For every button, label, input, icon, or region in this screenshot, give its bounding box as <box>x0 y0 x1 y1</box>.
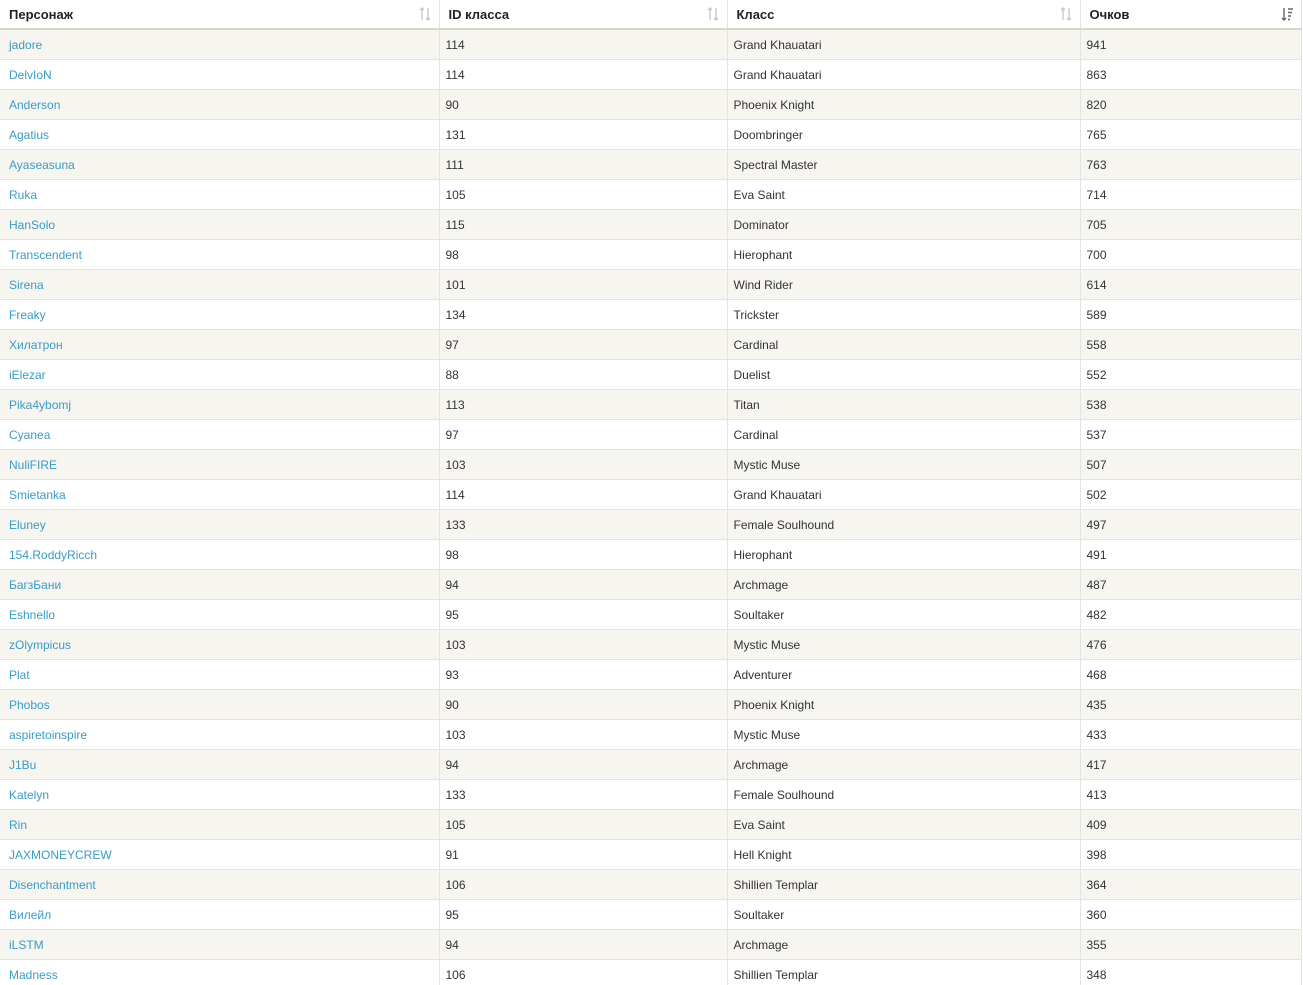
points-cell: 364 <box>1080 870 1301 900</box>
class-id-cell: 98 <box>439 540 727 570</box>
class-cell: Grand Khauatari <box>727 480 1080 510</box>
character-cell <box>0 690 439 720</box>
points-cell: 538 <box>1080 390 1301 420</box>
points-cell: 863 <box>1080 60 1301 90</box>
character-cell <box>0 210 439 240</box>
class-cell: Adventurer <box>727 660 1080 690</box>
column-header-character[interactable] <box>0 0 439 29</box>
class-id-cell: 134 <box>439 300 727 330</box>
points-cell: 502 <box>1080 480 1301 510</box>
column-header-label: ID класса <box>448 6 510 22</box>
class-id-cell: 114 <box>439 480 727 510</box>
sort-icon[interactable] <box>419 7 431 21</box>
class-id-cell: 90 <box>439 690 727 720</box>
class-cell: Doombringer <box>727 120 1080 150</box>
points-cell: 552 <box>1080 360 1301 390</box>
class-cell: Trickster <box>727 300 1080 330</box>
class-id-cell: 95 <box>439 600 727 630</box>
character-link[interactable]: Katelyn <box>9 787 50 802</box>
class-id-cell: 111 <box>439 150 727 180</box>
character-cell <box>0 120 439 150</box>
class-id-cell: 91 <box>439 840 727 870</box>
points-cell: 398 <box>1080 840 1301 870</box>
character-link[interactable]: Madness <box>9 967 58 982</box>
class-id-cell: 103 <box>439 720 727 750</box>
header-row <box>0 0 1301 29</box>
character-link[interactable]: Smietanka <box>9 487 66 502</box>
character-cell <box>0 270 439 300</box>
table-header <box>0 0 1301 29</box>
sort-icon[interactable] <box>1060 7 1072 21</box>
character-cell <box>0 660 439 690</box>
character-link[interactable]: Ayaseasuna <box>9 157 75 172</box>
points-cell: 476 <box>1080 630 1301 660</box>
class-cell: Eva Saint <box>727 810 1080 840</box>
character-link[interactable]: Agatius <box>9 127 50 142</box>
points-cell: 537 <box>1080 420 1301 450</box>
character-cell <box>0 300 439 330</box>
table-row <box>0 390 1301 420</box>
class-id-cell: 103 <box>439 630 727 660</box>
character-cell <box>0 420 439 450</box>
character-cell <box>0 240 439 270</box>
character-link[interactable]: Eluney <box>9 517 46 532</box>
character-cell <box>0 600 439 630</box>
character-link[interactable]: Disenchantment <box>9 877 96 892</box>
class-id-cell: 95 <box>439 900 727 930</box>
table-row <box>0 180 1301 210</box>
table-row <box>0 450 1301 480</box>
class-id-cell: 98 <box>439 240 727 270</box>
character-link[interactable]: БагзБани <box>9 577 62 592</box>
table-row <box>0 29 1301 60</box>
class-cell: Cardinal <box>727 330 1080 360</box>
character-cell <box>0 780 439 810</box>
class-id-cell: 114 <box>439 60 727 90</box>
class-id-cell: 103 <box>439 450 727 480</box>
character-link[interactable]: Sirena <box>9 277 44 292</box>
sort-desc-icon[interactable] <box>1281 7 1293 21</box>
character-link[interactable]: Transcendent <box>9 247 82 262</box>
column-header-label: Персонаж <box>9 6 73 22</box>
character-cell <box>0 330 439 360</box>
character-cell <box>0 150 439 180</box>
points-cell: 491 <box>1080 540 1301 570</box>
character-cell <box>0 180 439 210</box>
character-cell <box>0 810 439 840</box>
class-id-cell: 97 <box>439 420 727 450</box>
points-cell: 765 <box>1080 120 1301 150</box>
points-cell: 433 <box>1080 720 1301 750</box>
class-id-cell: 105 <box>439 810 727 840</box>
table-row <box>0 420 1301 450</box>
points-cell: 360 <box>1080 900 1301 930</box>
class-id-cell: 106 <box>439 960 727 985</box>
class-cell: Mystic Muse <box>727 720 1080 750</box>
sort-icon[interactable] <box>707 7 719 21</box>
points-cell: 614 <box>1080 270 1301 300</box>
character-cell <box>0 450 439 480</box>
table-row <box>0 90 1301 120</box>
points-cell: 705 <box>1080 210 1301 240</box>
class-id-cell: 90 <box>439 90 727 120</box>
character-cell <box>0 570 439 600</box>
points-cell: 700 <box>1080 240 1301 270</box>
class-id-cell: 131 <box>439 120 727 150</box>
points-cell: 820 <box>1080 90 1301 120</box>
class-id-cell: 114 <box>439 29 727 60</box>
table-row <box>0 240 1301 270</box>
character-cell <box>0 900 439 930</box>
table-row <box>0 210 1301 240</box>
points-cell: 558 <box>1080 330 1301 360</box>
class-id-cell: 133 <box>439 510 727 540</box>
class-cell: Duelist <box>727 360 1080 390</box>
column-header-points[interactable] <box>1080 0 1301 29</box>
character-link[interactable]: Хилатрон <box>9 337 63 352</box>
character-link[interactable]: HanSolo <box>9 217 56 232</box>
class-cell: Soultaker <box>727 900 1080 930</box>
class-cell: Eva Saint <box>727 180 1080 210</box>
class-cell: Soultaker <box>727 600 1080 630</box>
class-cell: Shillien Templar <box>727 870 1080 900</box>
table-row <box>0 840 1301 870</box>
character-link[interactable]: Freaky <box>9 307 46 322</box>
points-cell: 348 <box>1080 960 1301 985</box>
points-cell: 468 <box>1080 660 1301 690</box>
character-link[interactable]: JAXMONEYCREW <box>9 847 112 862</box>
column-header-label: Очков <box>1089 6 1130 22</box>
points-cell: 417 <box>1080 750 1301 780</box>
class-cell: Grand Khauatari <box>727 29 1080 60</box>
class-cell: Hierophant <box>727 240 1080 270</box>
character-link[interactable]: iLSTM <box>9 937 44 952</box>
character-cell <box>0 390 439 420</box>
character-link[interactable]: NuliFIRE <box>9 457 58 472</box>
table-row <box>0 870 1301 900</box>
class-cell: Archmage <box>727 930 1080 960</box>
table-row <box>0 900 1301 930</box>
class-cell: Archmage <box>727 570 1080 600</box>
character-cell <box>0 60 439 90</box>
column-header-label: Класс <box>736 6 775 22</box>
character-cell <box>0 510 439 540</box>
table-row <box>0 540 1301 570</box>
class-id-cell: 106 <box>439 870 727 900</box>
table-row <box>0 360 1301 390</box>
class-cell: Cardinal <box>727 420 1080 450</box>
class-id-cell: 94 <box>439 570 727 600</box>
class-cell: Spectral Master <box>727 150 1080 180</box>
points-cell: 487 <box>1080 570 1301 600</box>
character-cell <box>0 90 439 120</box>
points-cell: 482 <box>1080 600 1301 630</box>
character-link[interactable]: Eshnello <box>9 607 56 622</box>
character-link[interactable]: jadore <box>9 37 43 52</box>
class-cell: Hell Knight <box>727 840 1080 870</box>
class-cell: Female Soulhound <box>727 780 1080 810</box>
table-row <box>0 600 1301 630</box>
character-link[interactable]: Pika4ybomj <box>9 397 72 412</box>
character-cell <box>0 750 439 780</box>
table-row <box>0 120 1301 150</box>
table-row <box>0 270 1301 300</box>
character-cell <box>0 870 439 900</box>
table-row <box>0 810 1301 840</box>
class-cell: Female Soulhound <box>727 510 1080 540</box>
class-cell: Archmage <box>727 750 1080 780</box>
character-cell <box>0 29 439 60</box>
points-cell: 589 <box>1080 300 1301 330</box>
class-id-cell: 105 <box>439 180 727 210</box>
character-cell <box>0 540 439 570</box>
character-cell <box>0 630 439 660</box>
table-row <box>0 480 1301 510</box>
character-link[interactable]: Rin <box>9 817 28 832</box>
class-id-cell: 133 <box>439 780 727 810</box>
character-link[interactable]: iElezar <box>9 367 46 382</box>
points-cell: 413 <box>1080 780 1301 810</box>
character-cell <box>0 960 439 985</box>
class-cell: Dominator <box>727 210 1080 240</box>
class-cell: Titan <box>727 390 1080 420</box>
points-cell: 941 <box>1080 29 1301 60</box>
character-link[interactable]: Вилейл <box>9 907 52 922</box>
column-header-class-id[interactable] <box>439 0 727 29</box>
character-cell <box>0 480 439 510</box>
character-link[interactable]: aspiretoinspire <box>9 727 88 742</box>
table-row <box>0 930 1301 960</box>
table-row <box>0 660 1301 690</box>
class-cell: Phoenix Knight <box>727 690 1080 720</box>
points-cell: 355 <box>1080 930 1301 960</box>
table-body <box>0 29 1301 985</box>
class-cell: Wind Rider <box>727 270 1080 300</box>
table-row <box>0 150 1301 180</box>
character-cell <box>0 360 439 390</box>
class-id-cell: 94 <box>439 930 727 960</box>
character-link[interactable]: Plat <box>9 667 30 682</box>
table-row <box>0 750 1301 780</box>
points-cell: 409 <box>1080 810 1301 840</box>
class-id-cell: 88 <box>439 360 727 390</box>
table-row <box>0 690 1301 720</box>
points-cell: 497 <box>1080 510 1301 540</box>
class-cell: Mystic Muse <box>727 450 1080 480</box>
points-cell: 714 <box>1080 180 1301 210</box>
table-row <box>0 780 1301 810</box>
table-row <box>0 720 1301 750</box>
table-row <box>0 330 1301 360</box>
table-row <box>0 300 1301 330</box>
class-id-cell: 93 <box>439 660 727 690</box>
character-cell <box>0 930 439 960</box>
character-link[interactable]: Phobos <box>9 697 50 712</box>
points-cell: 435 <box>1080 690 1301 720</box>
class-id-cell: 94 <box>439 750 727 780</box>
character-cell <box>0 840 439 870</box>
table-row <box>0 510 1301 540</box>
table-row <box>0 60 1301 90</box>
class-cell: Shillien Templar <box>727 960 1080 985</box>
table-row <box>0 570 1301 600</box>
class-cell: Mystic Muse <box>727 630 1080 660</box>
table-row <box>0 960 1301 985</box>
character-link[interactable]: Cyanea <box>9 427 51 442</box>
class-id-cell: 115 <box>439 210 727 240</box>
class-cell: Grand Khauatari <box>727 60 1080 90</box>
column-header-class[interactable] <box>727 0 1080 29</box>
table-row <box>0 630 1301 660</box>
character-link[interactable]: DelvIoN <box>9 67 52 82</box>
points-cell: 507 <box>1080 450 1301 480</box>
points-cell: 763 <box>1080 150 1301 180</box>
class-id-cell: 97 <box>439 330 727 360</box>
class-cell: Phoenix Knight <box>727 90 1080 120</box>
class-id-cell: 113 <box>439 390 727 420</box>
character-link[interactable]: Ruka <box>9 187 38 202</box>
character-link[interactable]: 154.RoddyRicch <box>9 547 98 562</box>
character-link[interactable]: Anderson <box>9 97 61 112</box>
character-link[interactable]: zOlympicus <box>9 637 72 652</box>
class-cell: Hierophant <box>727 540 1080 570</box>
character-link[interactable]: J1Bu <box>9 757 37 772</box>
class-id-cell: 101 <box>439 270 727 300</box>
character-cell <box>0 720 439 750</box>
